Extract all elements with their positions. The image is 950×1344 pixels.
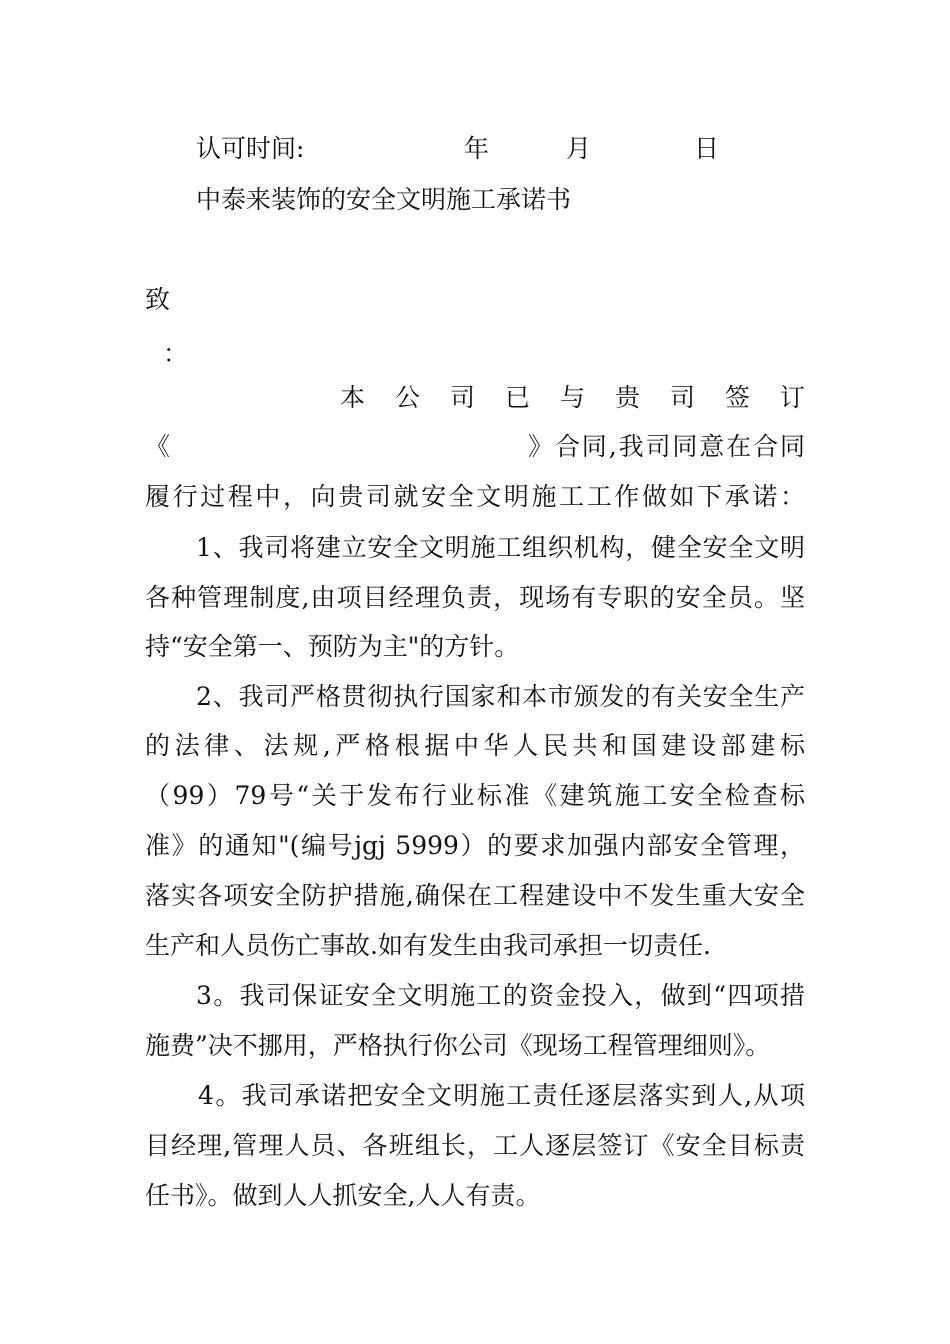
clause2-line-1: 2、我司严格贯彻执行国家和本市颁发的有关安全生产 <box>196 682 805 711</box>
recipient-colon: ： <box>163 339 189 368</box>
intro-line-1: 本 公 司 已 与 贵 司 签 订 <box>340 383 805 412</box>
clause2-line-6: 生产和人员伤亡事故.如有发生由我司承担一切责任. <box>145 931 711 960</box>
clause2-line-2: 的法律、法规,严格根据中华人民共和国建设部建标 <box>145 731 805 760</box>
clause2-line-3: （99）79号“关于发布行业标准《建筑施工安全检查标 <box>145 781 805 810</box>
approval-date-row <box>0 132 950 166</box>
clause1-line-3: 持“安全第一、预防为主"的方针。 <box>145 632 520 661</box>
clause4-line-2: 目经理,管理人员、各班组长，工人逐层签订《安全目标责 <box>145 1131 805 1160</box>
clause4-line-3: 任书》。做到人人抓安全,人人有责。 <box>145 1181 541 1210</box>
clause2-line-5: 落实各项安全防护措施,确保在工程建设中不发生重大安全 <box>145 881 805 910</box>
document-title: 中泰来装饰的安全文明施工承诺书 <box>196 185 572 214</box>
clause4-line-1: 4。我司承诺把安全文明施工责任逐层落实到人,从项 <box>198 1081 805 1110</box>
clause3-line-2: 施费”决不挪用，严格执行你公司《现场工程管理细则》。 <box>145 1031 771 1060</box>
recipient-to: 致 <box>145 285 171 314</box>
approval-month: 月 <box>566 134 592 163</box>
clause1-line-1: 1、我司将建立安全文明施工组织机构，健全安全文明 <box>196 533 805 562</box>
clause3-line-1: 3。我司保证安全文明施工的资金投入，做到“四项措 <box>196 981 805 1010</box>
approval-year: 年 <box>464 134 490 163</box>
intro-line-3: 履行过程中，向贵司就安全文明施工工作做如下承诺： <box>145 482 805 511</box>
clause2-line-4: 准》的通知"(编号jgj 5999）的要求加强内部安全管理， <box>145 831 805 860</box>
intro-open-bracket: 《 <box>145 432 171 461</box>
clause1-line-2: 各种管理制度,由项目经理负责，现场有专职的安全员。坚 <box>145 583 805 612</box>
intro-line-2: 》合同,我司同意在合同 <box>528 432 805 461</box>
approval-label: 认可时间: <box>196 134 305 163</box>
approval-day: 日 <box>694 134 720 163</box>
